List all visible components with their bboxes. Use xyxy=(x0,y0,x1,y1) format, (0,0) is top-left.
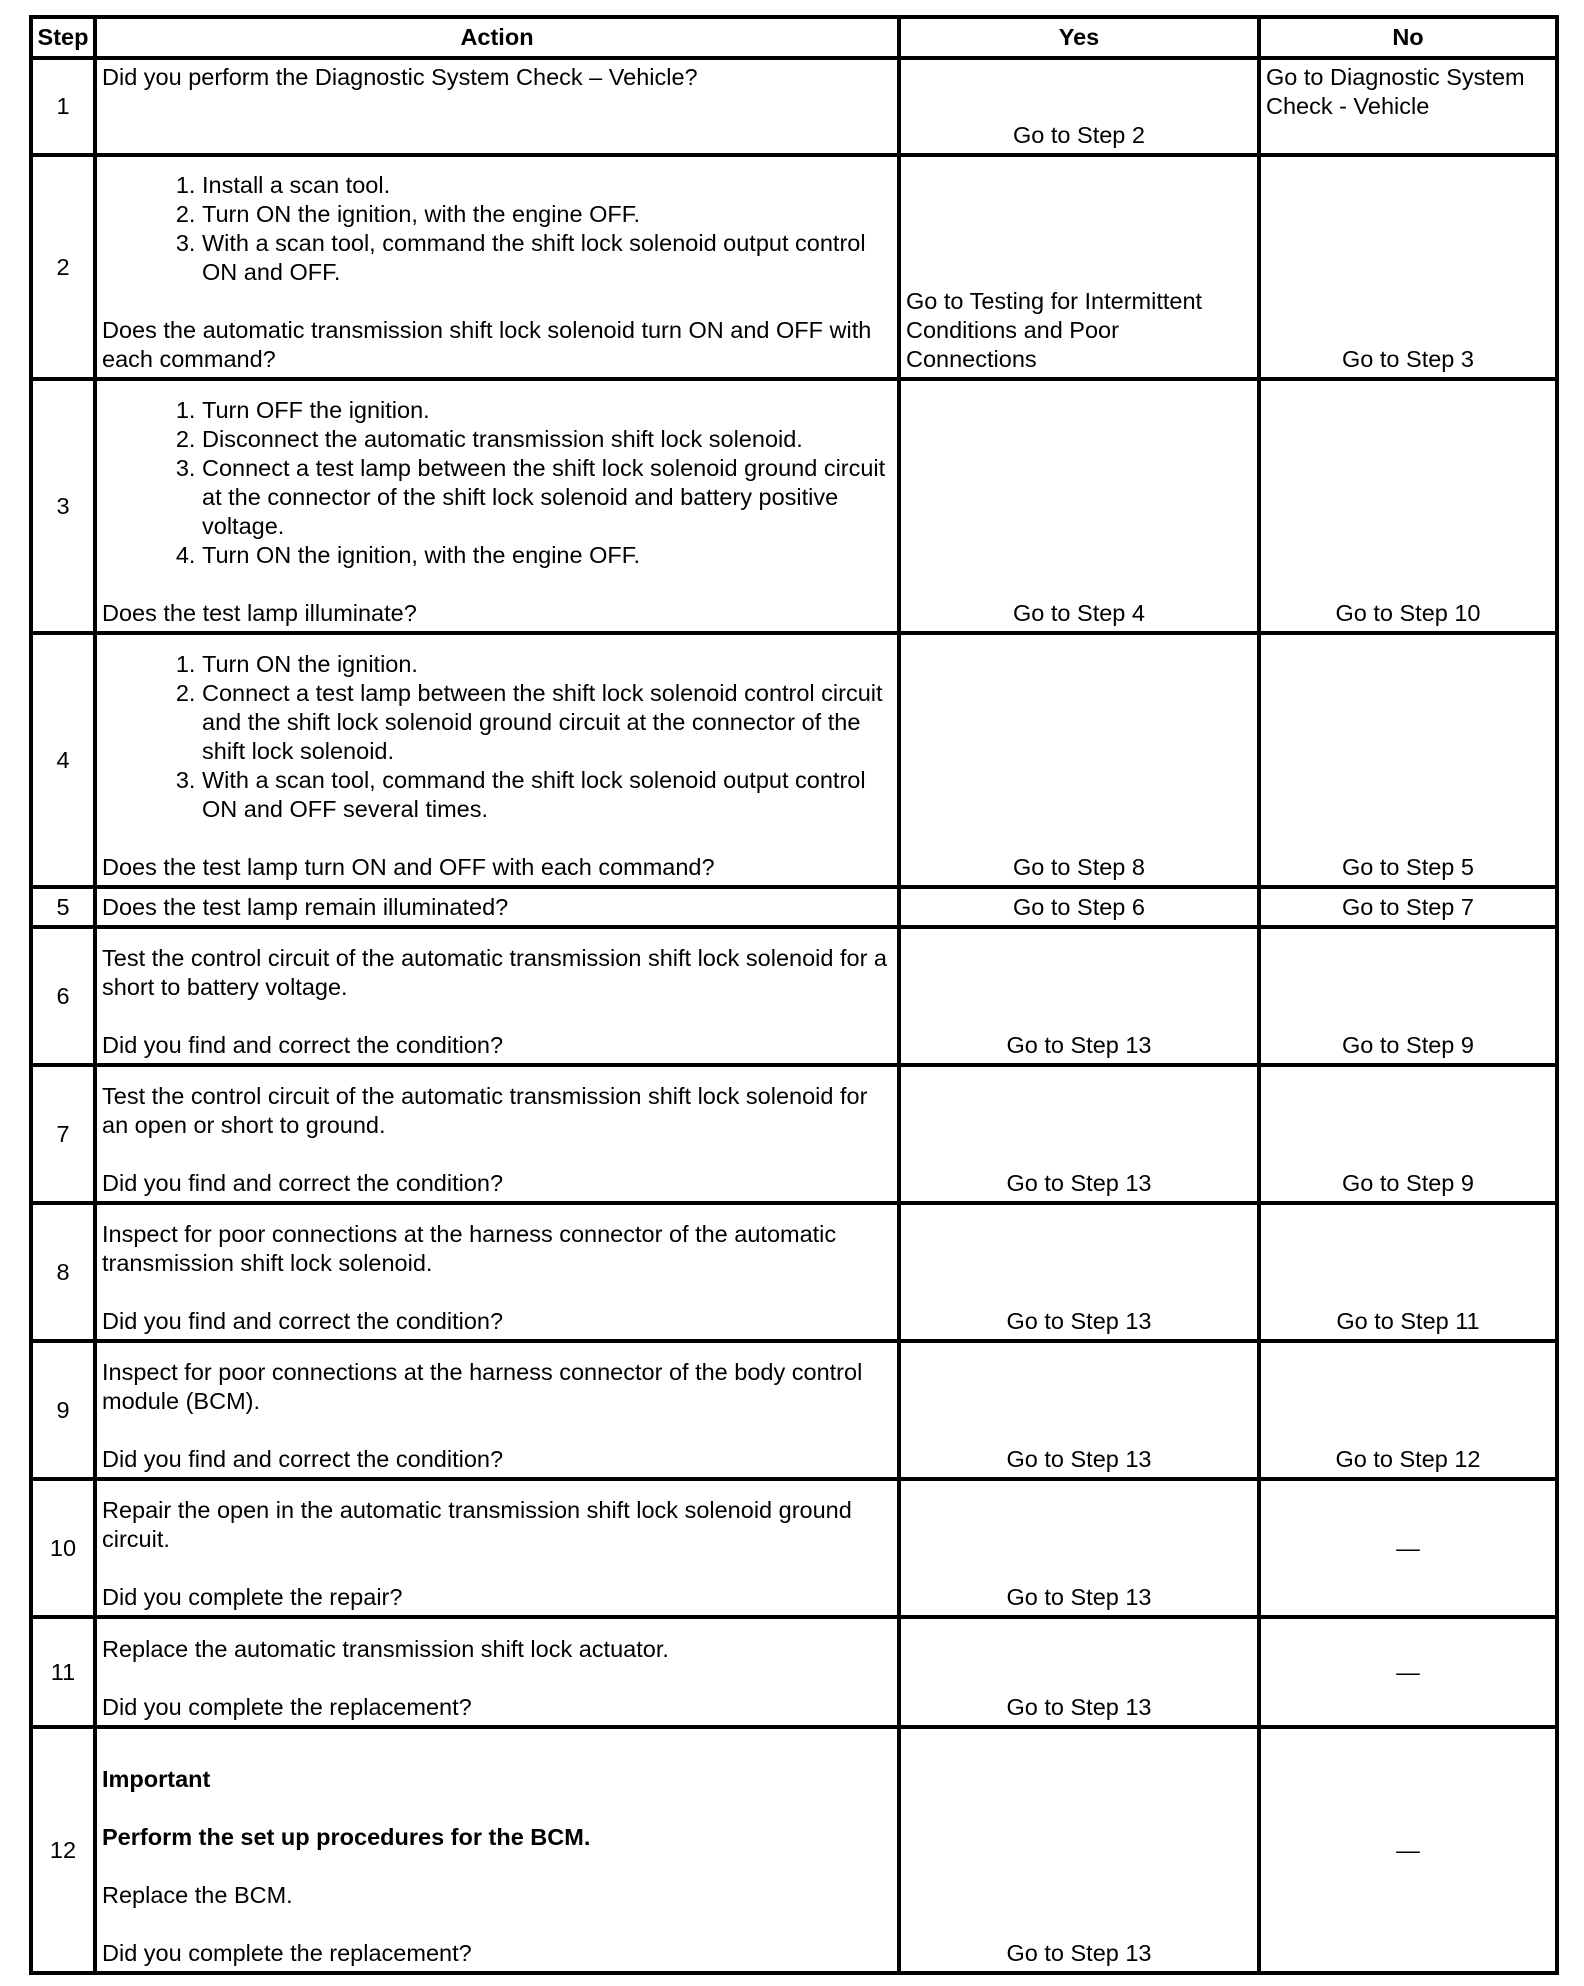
no-cell: — xyxy=(1259,1617,1557,1727)
step-number: 9 xyxy=(31,1341,95,1479)
instruction-item: 2. Disconnect the automatic transmission shift lock solenoid. xyxy=(202,425,892,454)
no-cell: Go to Step 9 xyxy=(1259,1065,1557,1203)
action-cell xyxy=(95,1203,899,1341)
step-number: 2 xyxy=(31,155,95,379)
action-cell xyxy=(95,1617,899,1727)
action-text: Test the control circuit of the automatic transmission shift lock solenoid for a short to battery voltage. xyxy=(102,945,887,1000)
yes-cell: Go to Step 13 xyxy=(899,1479,1259,1617)
header-step: Step xyxy=(31,17,95,58)
action-cell xyxy=(95,633,899,887)
no-cell: Go to Step 11 xyxy=(1259,1203,1557,1341)
instruction-item: 3. With a scan tool, command the shift lock solenoid output control ON and OFF several times. xyxy=(202,766,892,824)
action-text: Inspect for poor connections at the harness connector of the body control module (BCM). xyxy=(102,1359,863,1414)
yes-cell: Go to Step 4 xyxy=(899,379,1259,633)
yes-cell: Go to Step 13 xyxy=(899,1065,1259,1203)
question-text: Does the automatic transmission shift lock solenoid turn ON and OFF with each command? xyxy=(102,317,872,372)
no-cell: Go to Step 9 xyxy=(1259,927,1557,1065)
action-cell xyxy=(95,1727,899,1973)
no-cell: — xyxy=(1259,1479,1557,1617)
question-text: Did you complete the replacement? xyxy=(102,1940,472,1966)
action-cell xyxy=(95,1341,899,1479)
yes-cell: Go to Step 13 xyxy=(899,1617,1259,1727)
header-no: No xyxy=(1259,17,1557,58)
table-row xyxy=(31,1617,1557,1727)
header-yes: Yes xyxy=(899,17,1259,58)
instruction-list xyxy=(102,650,892,824)
action-cell xyxy=(95,1479,899,1617)
table-row xyxy=(31,927,1557,1065)
table-row xyxy=(31,1341,1557,1479)
yes-cell: Go to Step 2 xyxy=(899,58,1259,155)
instruction-list xyxy=(102,396,892,570)
step-number: 8 xyxy=(31,1203,95,1341)
instruction-item: 2. Connect a test lamp between the shift lock solenoid control circuit and the shift lock solenoid ground circuit at the connector of the shift lock solenoid. xyxy=(202,679,892,766)
question-text: Did you find and correct the condition? xyxy=(102,1032,504,1058)
instruction-item: 1. Turn OFF the ignition. xyxy=(202,396,892,425)
instruction-item: 1. Turn ON the ignition. xyxy=(202,650,892,679)
question-text: Did you find and correct the condition? xyxy=(102,1308,504,1334)
action-text: Replace the BCM. xyxy=(102,1882,293,1908)
table-row xyxy=(31,887,1557,927)
yes-cell: Go to Step 6 xyxy=(899,887,1259,927)
step-number: 4 xyxy=(31,633,95,887)
action-cell xyxy=(95,155,899,379)
step-number: 5 xyxy=(31,887,95,927)
action-text: Inspect for poor connections at the harness connector of the automatic transmission shift lock solenoid. xyxy=(102,1221,837,1276)
header-row xyxy=(31,17,1557,58)
question-text: Does the test lamp illuminate? xyxy=(102,600,417,626)
no-cell: — xyxy=(1259,1727,1557,1973)
yes-cell: Go to Step 13 xyxy=(899,1203,1259,1341)
no-cell: Go to Step 7 xyxy=(1259,887,1557,927)
action-cell xyxy=(95,58,899,155)
step-number: 6 xyxy=(31,927,95,1065)
question-text: Did you complete the repair? xyxy=(102,1584,403,1610)
instruction-item: 2. Turn ON the ignition, with the engine OFF. xyxy=(202,200,892,229)
question-text: Does the test lamp turn ON and OFF with each command? xyxy=(102,854,715,880)
instruction-item: 3. With a scan tool, command the shift lock solenoid output control ON and OFF. xyxy=(202,229,892,287)
instruction-item: 3. Connect a test lamp between the shift lock solenoid ground circuit at the connector of the shift lock solenoid and battery positive voltage. xyxy=(202,454,892,541)
action-text: Replace the automatic transmission shift lock actuator. xyxy=(102,1636,669,1662)
instruction-item: 4. Turn ON the ignition, with the engine OFF. xyxy=(202,541,892,570)
table-row xyxy=(31,1065,1557,1203)
important-label: Important xyxy=(102,1766,211,1792)
step-number: 7 xyxy=(31,1065,95,1203)
question-text: Did you complete the replacement? xyxy=(102,1694,472,1720)
no-cell: Go to Step 12 xyxy=(1259,1341,1557,1479)
table-row xyxy=(31,1727,1557,1973)
action-text: Repair the open in the automatic transmission shift lock solenoid ground circuit. xyxy=(102,1497,852,1552)
action-cell xyxy=(95,379,899,633)
diagnostic-table-sheet xyxy=(29,15,1555,1975)
action-cell xyxy=(95,927,899,1065)
yes-cell: Go to Step 8 xyxy=(899,633,1259,887)
table-row xyxy=(31,155,1557,379)
important-text: Perform the set up procedures for the BCM. xyxy=(102,1824,591,1850)
no-cell: Go to Diagnostic System Check - Vehicle xyxy=(1259,58,1557,155)
yes-cell: Go to Step 13 xyxy=(899,1341,1259,1479)
action-text: Test the control circuit of the automatic transmission shift lock solenoid for an open or short to ground. xyxy=(102,1083,868,1138)
no-cell: Go to Step 10 xyxy=(1259,379,1557,633)
instruction-list xyxy=(102,171,892,287)
step-number: 1 xyxy=(31,58,95,155)
yes-cell: Go to Step 13 xyxy=(899,927,1259,1065)
action-cell xyxy=(95,887,899,927)
table-row xyxy=(31,1479,1557,1617)
question-text: Does the test lamp remain illuminated? xyxy=(102,893,509,920)
diagnostic-table xyxy=(29,15,1559,1975)
step-number: 3 xyxy=(31,379,95,633)
step-number: 11 xyxy=(31,1617,95,1727)
step-number: 12 xyxy=(31,1727,95,1973)
header-action: Action xyxy=(95,17,899,58)
question-text: Did you find and correct the condition? xyxy=(102,1446,504,1472)
question-text: Did you find and correct the condition? xyxy=(102,1170,504,1196)
action-cell xyxy=(95,1065,899,1203)
instruction-item: 1. Install a scan tool. xyxy=(202,171,892,200)
table-row xyxy=(31,379,1557,633)
question-text: Did you perform the Diagnostic System Check – Vehicle? xyxy=(102,64,698,90)
step-number: 10 xyxy=(31,1479,95,1617)
table-row xyxy=(31,58,1557,155)
yes-cell: Go to Step 13 xyxy=(899,1727,1259,1973)
no-cell: Go to Step 3 xyxy=(1259,155,1557,379)
table-row xyxy=(31,1203,1557,1341)
yes-cell: Go to Testing for Intermittent Conditions and Poor Connections xyxy=(899,155,1259,379)
no-cell: Go to Step 5 xyxy=(1259,633,1557,887)
table-row xyxy=(31,633,1557,887)
